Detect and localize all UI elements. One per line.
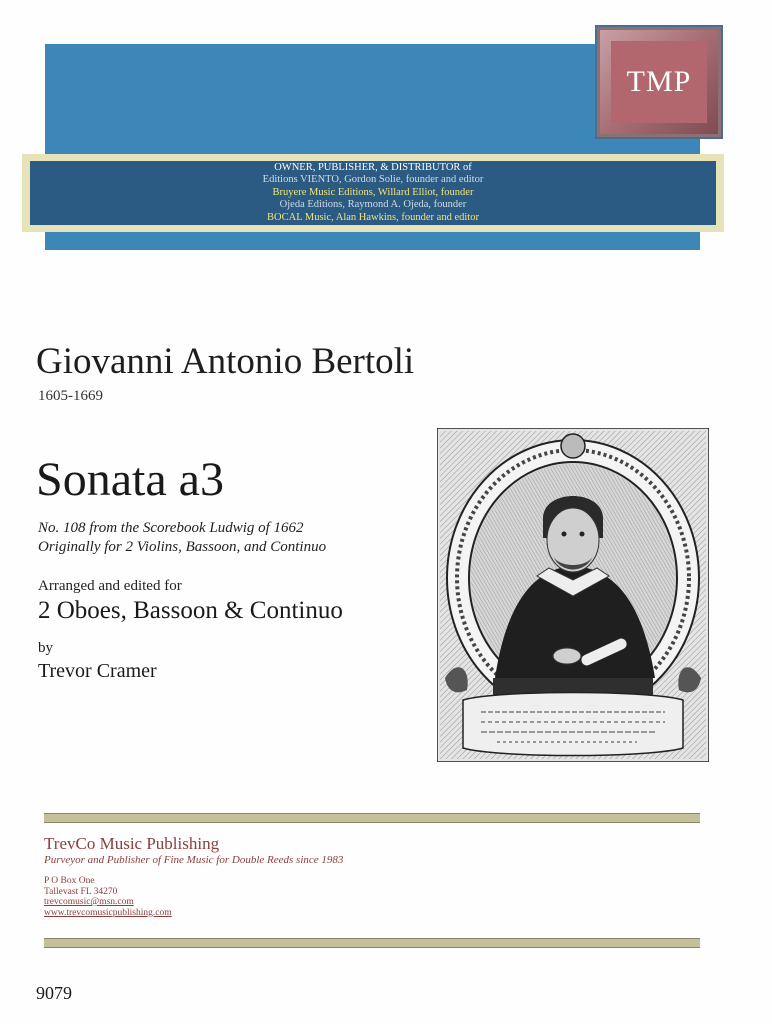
owner-line: Bruyere Music Editions, Willard Elliot, founder bbox=[272, 186, 474, 198]
owner-line: Editions VIENTO, Gordon Solie, founder and editor bbox=[262, 174, 484, 186]
address-line: Tallevast FL 34270 bbox=[44, 886, 118, 897]
address-line: P O Box One bbox=[44, 876, 95, 886]
instrumentation: 2 Oboes, Bassoon & Continuo bbox=[38, 597, 343, 624]
composer-portrait bbox=[437, 428, 709, 762]
email-link[interactable]: trevcomusic@msn.com bbox=[44, 897, 134, 907]
divider-rule bbox=[44, 813, 700, 823]
composer-dates: 1605-1669 bbox=[38, 388, 103, 404]
subtitle-line: No. 108 from the Scorebook Ludwig of 1662 bbox=[38, 520, 304, 536]
owner-line: OWNER, PUBLISHER, & DISTRIBUTOR of bbox=[274, 161, 472, 173]
arranged-label: Arranged and edited for bbox=[38, 578, 182, 594]
publisher-logo-text: TMP bbox=[626, 65, 692, 98]
owner-line: Ojeda Editions, Raymond A. Ojeda, founder bbox=[279, 199, 467, 211]
publisher-logo bbox=[611, 41, 707, 123]
work-title: Sonata a3 bbox=[36, 453, 224, 506]
owner-line: BOCAL Music, Alan Hawkins, founder and editor bbox=[267, 211, 479, 223]
catalog-number: 9079 bbox=[36, 983, 72, 1003]
owner-strip bbox=[30, 161, 716, 225]
subtitle-line: Originally for 2 Violins, Bassoon, and Continuo bbox=[38, 539, 327, 555]
work-subtitle bbox=[38, 519, 326, 557]
publisher-address bbox=[44, 876, 172, 918]
publisher-tagline: Purveyor and Publisher of Fine Music for Double Reeds since 1983 bbox=[44, 854, 344, 866]
website-link[interactable]: www.trevcomusicpublishing.com bbox=[44, 907, 172, 918]
by-label: by bbox=[38, 640, 53, 656]
arranger-name: Trevor Cramer bbox=[38, 660, 157, 682]
composer-name: Giovanni Antonio Bertoli bbox=[36, 341, 415, 382]
divider-rule bbox=[44, 938, 700, 948]
publisher-name: TrevCo Music Publishing bbox=[44, 834, 220, 853]
